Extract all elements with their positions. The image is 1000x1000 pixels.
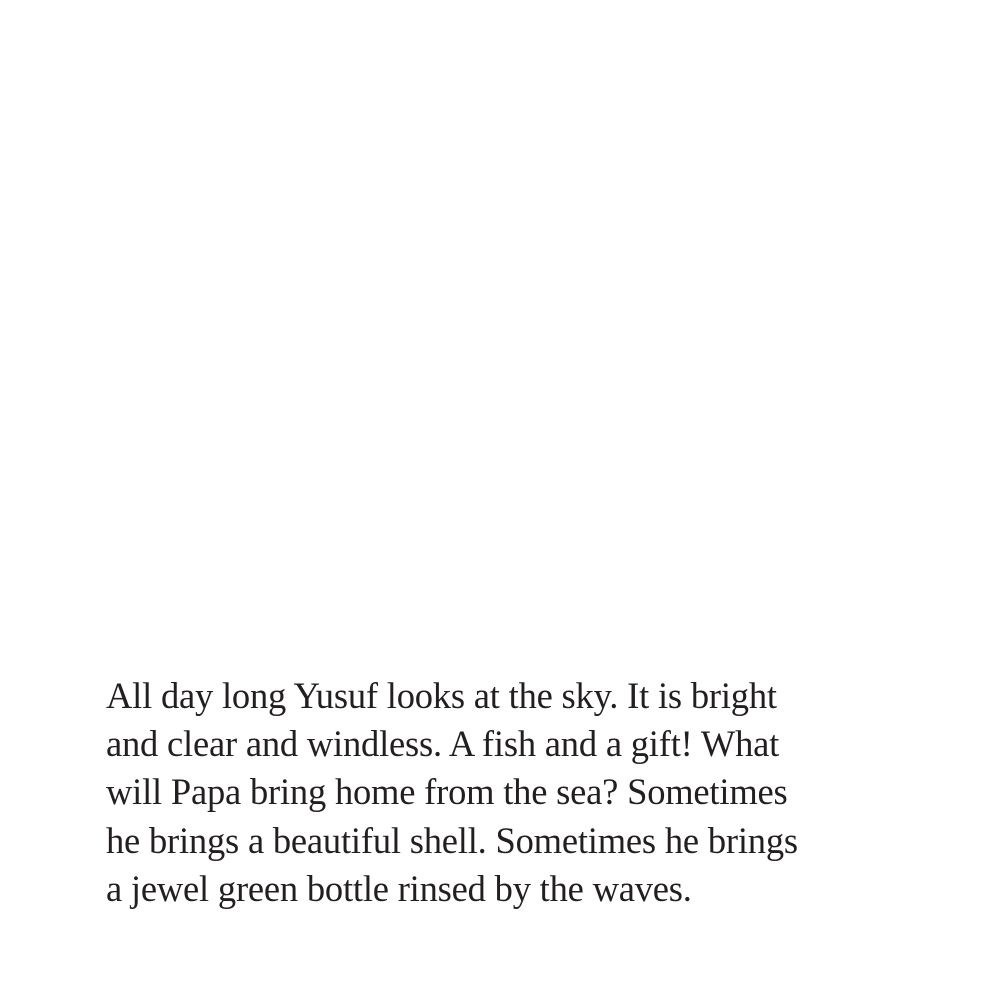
story-line-1: All day long Yusuf looks at the sky. It is bright [106,675,777,716]
story-line-4: he brings a beautiful shell. Sometimes he brings [106,819,798,861]
story-line-3: will Papa bring home from the sea? Sometimes [106,771,788,813]
story-paragraph [106,672,966,913]
story-line-2: and clear and windless. A fish and a gift! What [106,723,780,765]
story-line-5: a jewel green bottle rinsed by the waves. [106,867,692,909]
